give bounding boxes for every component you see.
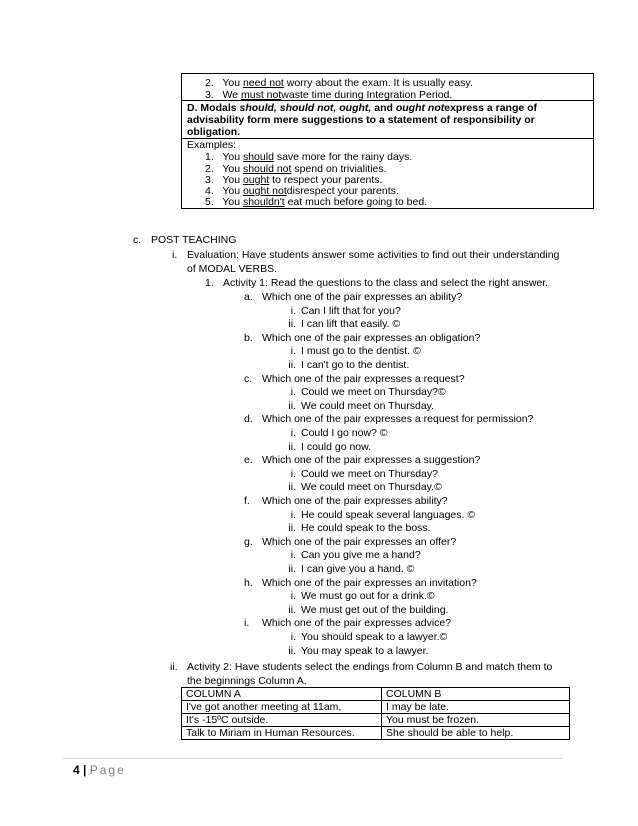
answer-option: We could meet on Thursday. — [301, 399, 435, 412]
option-numeral: i. — [290, 549, 296, 562]
answer-option: I can lift that easily. © — [301, 318, 401, 331]
question-letter: c. — [244, 372, 253, 385]
question-text: Which one of the pair expresses an invitation? — [262, 576, 477, 589]
modals-table — [181, 73, 594, 209]
section-d-heading: D. Modals should, should not, ought, and ought notexpress a range of — [187, 102, 538, 114]
activity1-text: Activity 1: Read the questions to the class and select the right answer. — [223, 277, 549, 289]
section-c-title: POST TEACHING — [151, 234, 237, 246]
section-d-heading-line3: obligation. — [187, 126, 241, 138]
table-header-row — [182, 688, 570, 701]
answer-option: Can I lift that for you? — [301, 304, 401, 317]
answer-option: Can you give me a hand? — [301, 549, 421, 562]
option-numeral: ii. — [288, 318, 296, 331]
question-letter: i. — [244, 617, 250, 630]
answer-option: We must get out of the building. — [301, 603, 449, 616]
table-row — [182, 701, 570, 714]
evaluation-text-line2: of MODAL VERBS. — [187, 263, 278, 275]
section-c-marker: c. — [133, 234, 142, 246]
option-numeral: i. — [290, 386, 296, 399]
matching-table — [181, 687, 570, 740]
footer-separator: | — [83, 763, 87, 777]
table-cell: Talk to Miriam in Human Resources. — [182, 727, 382, 740]
option-numeral: i. — [290, 631, 296, 643]
footer-divider — [63, 758, 563, 759]
answer-option: Could I go now? © — [301, 427, 388, 439]
answer-option: Could we meet on Thursday?© — [301, 386, 446, 399]
question-letter: f. — [244, 495, 250, 507]
option-numeral: ii. — [288, 481, 296, 494]
question-letter: b. — [244, 331, 253, 344]
example-item: 4. You ought notdisrespect your parents. — [205, 185, 399, 197]
answer-option: You should speak to a lawyer.© — [301, 631, 448, 643]
question-text: Which one of the pair expresses ability? — [262, 495, 448, 507]
activity2-text: Activity 2: Have students select the endings from Column B and match them to — [187, 661, 553, 673]
question-text: Which one of the pair expresses a request? — [262, 372, 465, 385]
question-text: Which one of the pair expresses an offer? — [262, 535, 457, 548]
question-text: Which one of the pair expresses advice? — [262, 617, 452, 630]
question-text: Which one of the pair expresses an obligation? — [262, 331, 481, 344]
question-text: Which one of the pair expresses a request for permission? — [262, 413, 534, 426]
examples-label: Examples: — [187, 139, 237, 151]
example-item: 3. You ought to respect your parents. — [205, 174, 383, 186]
question-text: Which one of the pair expresses a suggestion? — [262, 454, 481, 467]
option-numeral: i. — [290, 427, 296, 439]
example-item: 1. You should save more for the rainy days. — [205, 151, 413, 163]
question-letter: d. — [244, 413, 253, 426]
answer-option: I must go to the dentist. © — [301, 345, 421, 358]
option-numeral: i. — [290, 345, 296, 358]
answer-option: I could go now. — [301, 440, 372, 453]
option-numeral: ii. — [288, 359, 296, 371]
option-numeral: ii. — [288, 563, 296, 575]
row-divider — [182, 138, 593, 139]
table-row — [182, 714, 570, 727]
page-number: 4 — [73, 763, 80, 777]
page-footer — [73, 763, 126, 777]
table-cell: I've got another meeting at 11am, — [182, 701, 382, 714]
option-numeral: ii. — [288, 440, 296, 453]
answer-option: I can give you a hand. © — [301, 563, 415, 575]
example-item: 5. You shouldn't eat much before going to bed. — [205, 196, 428, 208]
example-item: 2. You should not spend on trivialities. — [205, 163, 387, 175]
row-divider — [182, 100, 593, 101]
table-row — [182, 727, 570, 740]
answer-option: You may speak to a lawyer. — [301, 644, 429, 657]
table-cell: You must be frozen. — [382, 714, 570, 727]
list-item: 3. We must notwaste time during Integration Period. — [205, 89, 453, 101]
answer-option: Could we meet on Thursday? — [301, 467, 438, 480]
activity2-marker: ii. — [170, 661, 178, 673]
section-d-heading-line2: advisability form mere suggestions to a statement of responsibility or — [187, 114, 535, 126]
option-numeral: i. — [290, 467, 296, 480]
evaluation-marker: i. — [172, 249, 178, 261]
column-a-header: COLUMN A — [182, 688, 382, 701]
option-numeral: ii. — [288, 522, 296, 535]
table-cell: She should be able to help. — [382, 727, 570, 740]
column-b-header: COLUMN B — [382, 688, 570, 701]
answer-option: He could speak to the boss. — [301, 522, 431, 535]
evaluation-text: Evaluation: Have students answer some activities to find out their understanding — [187, 249, 560, 261]
option-numeral: i. — [290, 304, 296, 317]
question-letter: h. — [244, 576, 253, 589]
answer-option: I can't go to the dentist. — [301, 359, 410, 371]
question-letter: g. — [244, 535, 253, 548]
question-letter: e. — [244, 454, 253, 467]
option-numeral: ii. — [288, 399, 296, 412]
page-label: Page — [89, 763, 126, 777]
answer-option: We must go out for a drink.© — [301, 590, 435, 603]
activity2-text-line2: the beginnings Column A. — [187, 675, 307, 687]
list-item: 2. You need not worry about the exam. It is usually easy. — [205, 77, 473, 89]
activity1-marker: 1. — [205, 277, 214, 289]
option-numeral: i. — [290, 590, 296, 603]
answer-option: We could meet on Thursday.© — [301, 481, 442, 494]
question-text: Which one of the pair expresses an ability? — [262, 291, 463, 303]
option-numeral: i. — [290, 508, 296, 521]
question-letter: a. — [244, 291, 253, 303]
answer-option: He could speak several languages. © — [301, 508, 476, 521]
table-cell: It's -15ºC outside. — [182, 714, 382, 727]
option-numeral: ii. — [288, 644, 296, 657]
option-numeral: ii. — [288, 603, 296, 616]
table-cell: I may be late. — [382, 701, 570, 714]
